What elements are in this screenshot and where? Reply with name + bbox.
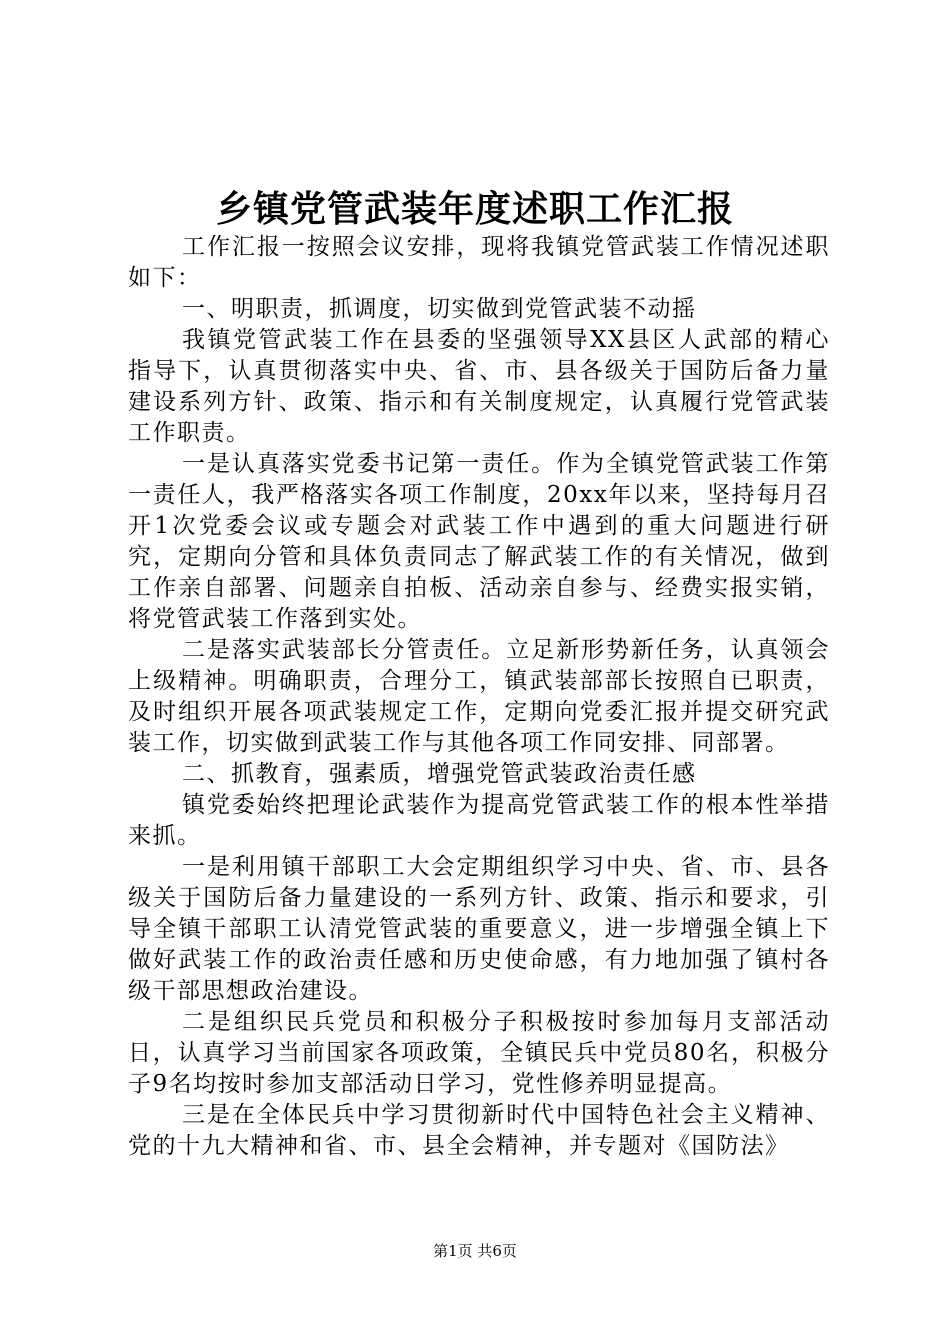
paragraph: 二是组织民兵党员和积极分子积极按时参加每月支部活动日，认真学习当前国家各项政策，全镇民兵中党员80名，积极分子9名均按时参加支部活动日学习，党性修养明显提高。	[128, 1009, 830, 1097]
paragraph-intro: 工作汇报一按照会议安排，现将我镇党管武装工作情况述职如下：	[128, 234, 830, 291]
paragraph: 我镇党管武装工作在县委的坚强领导XX县区人武部的精心指导下，认真贯彻落实中央、省、市、县各级关于国防后备力量建设系列方针、政策、指示和有关制度规定，认真履行党管武装工作职责。	[128, 327, 830, 446]
page-number: 第1页 共6页	[433, 1242, 517, 1260]
document-body	[128, 232, 830, 1162]
paragraph: 一是利用镇干部职工大会定期组织学习中央、省、市、县各级关于国防后备力量建设的一系列方针、政策、指示和要求，引导全镇干部职工认清党管武装的重要意义，进一步增强全镇上下做好武装工作的政治责任感和历史使命感，有力地加强了镇村各级干部思想政治建设。	[128, 854, 830, 1004]
section-heading-1: 一、明职责，抓调度，切实做到党管武装不动摇	[182, 296, 697, 322]
section-heading-2: 二、抓教育，强素质，增强党管武装政治责任感	[182, 761, 697, 787]
document-title: 乡镇党管武装年度述职工作汇报	[215, 188, 734, 230]
paragraph: 三是在全体民兵中学习贯彻新时代中国特色社会主义精神、党的十九大精神和省、市、县全会精神，并专题对《国防法》	[128, 1102, 830, 1159]
paragraph: 二是落实武装部长分管责任。立足新形势新任务，认真领会上级精神。明确职责，合理分工，镇武装部部长按照自已职责，及时组织开展各项武装规定工作，定期向党委汇报并提交研究武装工作，切实做到武装工作与其他各项工作同安排、同部署。	[128, 637, 830, 756]
paragraph: 一是认真落实党委书记第一责任。作为全镇党管武装工作第一责任人，我严格落实各项工作制度，20xx年以来，坚持每月召开1次党委会议或专题会对武装工作中遇到的重大问题进行研究，定期向分管和具体负责同志了解武装工作的有关情况，做到工作亲自部署、问题亲自拍板、活动亲自参与、经费实报实销，将党管武装工作落到实处。	[128, 451, 830, 632]
paragraph: 镇党委始终把理论武装作为提高党管武装工作的根本性举措来抓。	[128, 792, 830, 849]
